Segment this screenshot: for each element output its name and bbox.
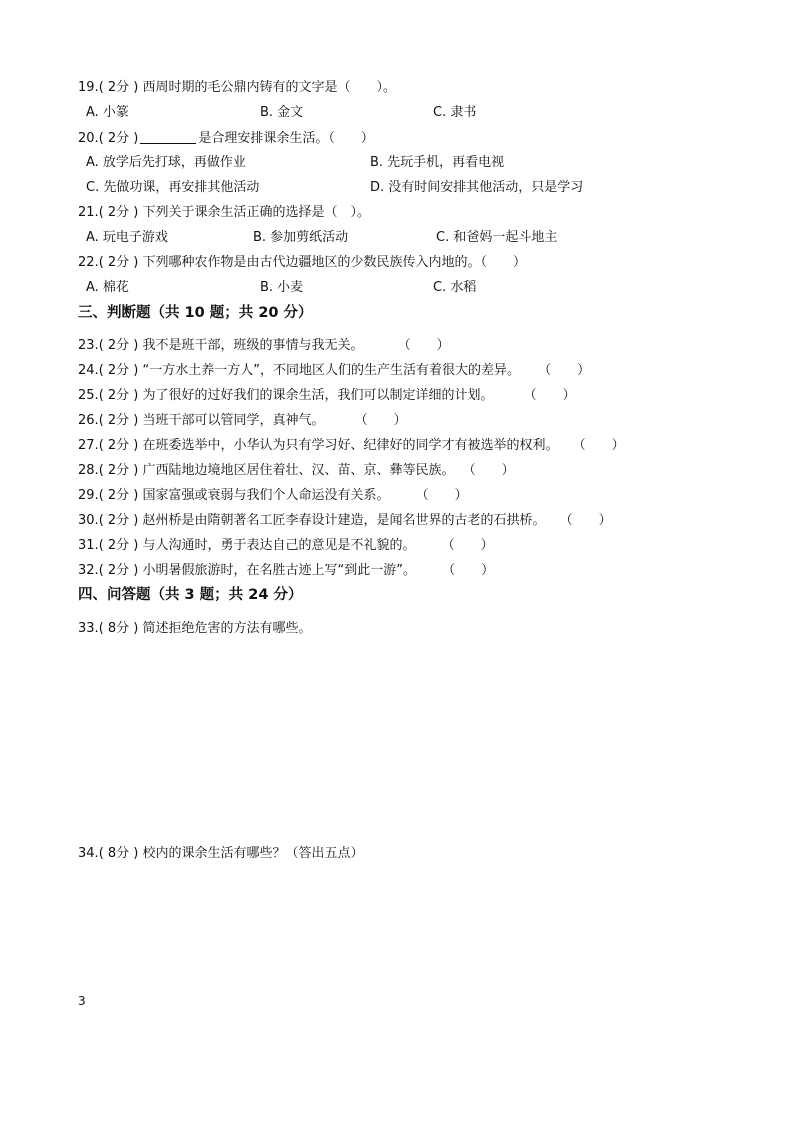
option: C. 隶书 [433,105,477,120]
answer-paren: （ ） [572,438,625,453]
question-score: ( 8分 ) [98,621,139,636]
option: A. 放学后先打球，再做作业 [86,155,246,170]
question-number: 27. [78,438,99,453]
question-text: 简述拒绝危害的方法有哪些。 [142,621,312,636]
question-text: 是合理安排课余生活。（ ） [198,131,374,146]
question-text: 西周时期的毛公鼎内铸有的文字是（ ）。 [142,80,397,95]
page-number: 3 [78,994,86,1008]
question-score: ( 2分 ) [98,438,139,453]
question-23 [78,337,450,355]
question-33 [78,620,312,638]
question-29 [78,487,468,505]
answer-blank [140,129,196,144]
question-score: ( 2分 ) [98,205,139,220]
question-31 [78,537,494,555]
question-text: “一方水土养一方人”，不同地区人们的生产生活有着很大的差异。 [142,363,520,378]
question-25 [78,387,576,405]
question-22 [78,254,526,272]
option: B. 小麦 [260,280,304,295]
question-19 [78,79,396,97]
question-32 [78,562,494,580]
question-20 [78,129,374,148]
question-text: 校内的课余生活有哪些？（答出五点） [142,846,364,861]
question-text: 下列关于课余生活正确的选择是（ ）。 [142,205,371,220]
option: B. 参加剪纸活动 [253,230,349,245]
question-score: ( 2分 ) [98,463,139,478]
question-text: 我不是班干部，班级的事情与我无关。 [142,338,364,353]
option: C. 水稻 [433,280,477,295]
section-title-qa: 四、问答题（共 3 题；共 24 分） [78,587,303,603]
question-number: 31. [78,538,99,553]
question-27 [78,437,625,455]
question-number: 29. [78,488,99,503]
question-score: ( 2分 ) [98,131,139,146]
answer-paren: （ ） [462,463,515,478]
option: B. 金文 [260,105,304,120]
question-number: 26. [78,413,99,428]
question-number: 34. [78,846,99,861]
question-24 [78,362,590,380]
question-28 [78,462,515,480]
question-number: 24. [78,363,99,378]
question-number: 25. [78,388,99,403]
section-title-judgement: 三、判断题（共 10 题；共 20 分） [78,305,313,321]
question-score: ( 2分 ) [98,488,139,503]
question-number: 20. [78,131,99,146]
option: B. 先玩手机，再看电视 [370,155,505,170]
question-score: ( 8分 ) [98,846,139,861]
option: A. 玩电子游戏 [86,230,168,245]
question-score: ( 2分 ) [98,255,139,270]
question-34 [78,845,364,863]
answer-paren: （ ） [559,513,612,528]
question-number: 28. [78,463,99,478]
answer-paren: （ ） [538,363,591,378]
question-30 [78,512,612,530]
question-text: 与人沟通时，勇于表达自己的意见是不礼貌的。 [142,538,416,553]
question-text: 国家富强或衰弱与我们个人命运没有关系。 [142,488,390,503]
question-number: 19. [78,80,99,95]
answer-paren: （ ） [397,338,450,353]
question-score: ( 2分 ) [98,413,139,428]
option: C. 先做功课，再安排其他活动 [86,180,260,195]
question-text: 小明暑假旅游时，在名胜古迹上写“到此一游”。 [142,563,416,578]
option: A. 小篆 [86,105,129,120]
question-number: 22. [78,255,99,270]
option: C. 和爸妈一起斗地主 [436,230,558,245]
question-score: ( 2分 ) [98,538,139,553]
question-score: ( 2分 ) [98,363,139,378]
answer-paren: （ ） [442,563,495,578]
option: A. 棉花 [86,280,129,295]
question-score: ( 2分 ) [98,338,139,353]
question-text: 当班干部可以管同学，真神气。 [142,413,325,428]
question-score: ( 2分 ) [98,563,139,578]
question-text: 为了很好的过好我们的课余生活，我们可以制定详细的计划。 [142,388,494,403]
question-21 [78,204,370,222]
question-score: ( 2分 ) [98,388,139,403]
question-number: 32. [78,563,99,578]
question-text: 赵州桥是由隋朝著名工匠李春设计建造，是闻名世界的古老的石拱桥。 [142,513,546,528]
question-text: 在班委选举中，小华认为只有学习好、纪律好的同学才有被选举的权利。 [142,438,559,453]
question-26 [78,412,407,430]
question-score: ( 2分 ) [98,80,139,95]
question-number: 30. [78,513,99,528]
question-text: 广西陆地边境地区居住着壮、汉、苗、京、彝等民族。 [142,463,455,478]
answer-paren: （ ） [441,538,494,553]
question-text: 下列哪种农作物是由古代边疆地区的少数民族传入内地的。（ ） [142,255,527,270]
option: D. 没有时间安排其他活动，只是学习 [370,180,584,195]
answer-paren: （ ） [415,488,468,503]
question-number: 23. [78,338,99,353]
question-number: 33. [78,621,99,636]
question-score: ( 2分 ) [98,513,139,528]
question-number: 21. [78,205,99,220]
answer-paren: （ ） [354,413,407,428]
answer-paren: （ ） [523,388,576,403]
